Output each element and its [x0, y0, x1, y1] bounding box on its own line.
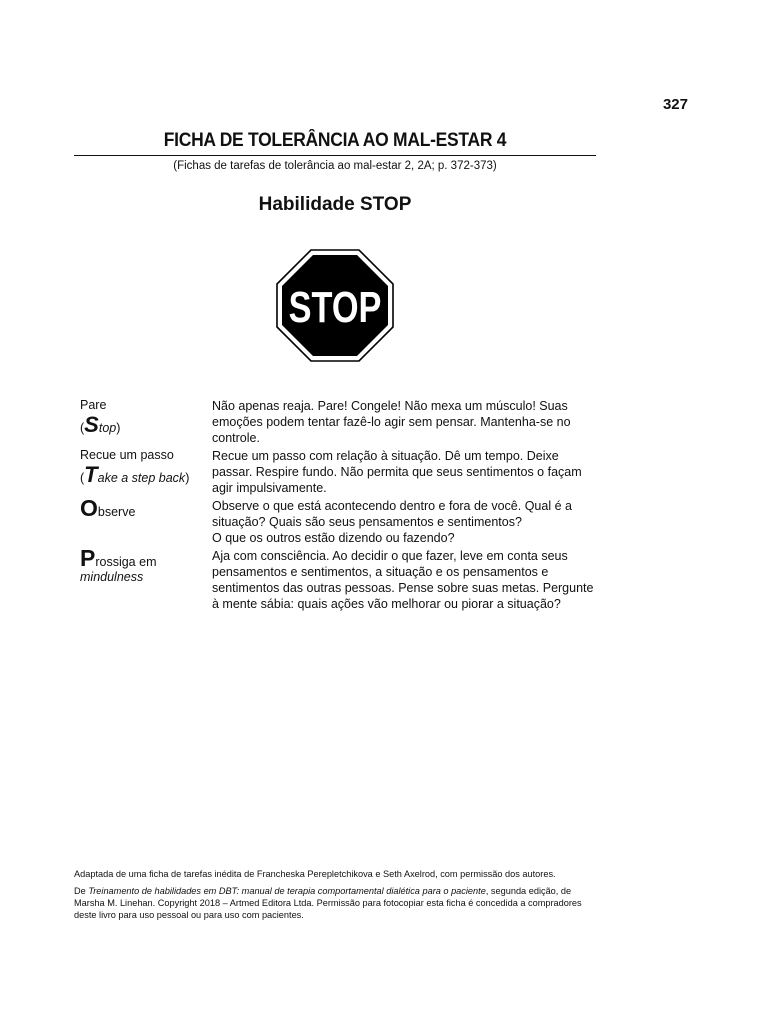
footer-copyright	[74, 885, 598, 921]
label-mindfulness: mindulness	[80, 570, 144, 584]
row-label-take-step-back	[80, 448, 212, 498]
sheet-subtitle: (Fichas de tarefas de tolerância ao mal-estar 2, 2A; p. 372-373)	[173, 160, 497, 172]
row-observe	[80, 495, 600, 548]
footer-book-title: Treinamento de habilidades em DBT: manual de terapia comportamental dialética para o paciente	[88, 886, 486, 896]
label-stop	[80, 412, 212, 437]
initial-s: S	[84, 412, 99, 437]
initial-p: P	[80, 545, 96, 571]
stop-sign-text: STOP	[288, 282, 382, 333]
row-take-step-back	[80, 448, 600, 498]
footer-rest: , segunda edição, de Marsha M. Linehan. Copyright 2018 – Artmed Editora Ltda. Permissão para fotocopiar esta ficha é concedida a compradores deste livro para uso pessoal ou para uso com pacientes.	[74, 886, 582, 920]
paren-open: (	[80, 471, 85, 485]
title-divider	[74, 155, 596, 156]
stop-skill-table	[80, 398, 600, 618]
row-label-stop	[80, 398, 212, 448]
initial-t: T	[84, 462, 98, 487]
row-label-observe	[80, 495, 212, 548]
row-desc-observe	[212, 498, 600, 548]
row-desc-stop: Não apenas reaja. Pare! Congele! Não mexa um músculo! Suas emoções podem tentar fazê-lo agir sem pensar. Mantenha-se no controle.	[212, 399, 571, 445]
label-take-step-back	[80, 462, 212, 487]
label-recue: Recue um passo	[80, 448, 174, 462]
row-label-proceed	[80, 545, 212, 618]
observe-desc-2: O que os outros estão dizendo ou fazendo?	[212, 531, 455, 545]
observe-desc-1: Observe o que está acontecendo dentro e fora de você. Qual é a situação? Quais são seus pensamentos e sentimentos?	[212, 499, 572, 529]
footer-prefix: De	[74, 886, 89, 896]
page-number: 327	[662, 96, 688, 113]
row-desc-take-step-back: Recue um passo com relação à situação. Dê um tempo. Deixe passar. Respire fundo. Não permita que seus sentimentos o façam agir impulsivamente.	[212, 449, 582, 495]
paren-close: )	[185, 471, 190, 485]
stop-sign-icon	[275, 248, 395, 363]
initial-o: O	[80, 495, 98, 521]
sheet-title: FICHA DE TOLERÂNCIA AO MAL-ESTAR 4	[163, 130, 507, 151]
label-proceed-rest: rossiga em	[95, 555, 157, 569]
label-observe-rest: bserve	[97, 505, 136, 519]
row-stop	[80, 398, 600, 448]
row-desc-proceed: Aja com consciência. Ao decidir o que fazer, leve em conta seus pensamentos e sentimentos, a situação e os pensamentos e sentimentos das outras pessoas. Pense sobre suas metas. Pergunte à mente sábia: quais ações vão melhorar ou piorar a situação?	[212, 549, 594, 611]
row-proceed-mindfully	[80, 545, 600, 618]
label-stop-rest: top	[98, 421, 117, 435]
paren-open: (	[80, 421, 85, 435]
skill-heading: Habilidade STOP	[258, 194, 412, 215]
label-take-rest: ake a step back	[97, 471, 186, 485]
label-pare: Pare	[80, 398, 107, 412]
label-proceed	[80, 545, 212, 571]
footer-attribution: Adaptada de uma ficha de tarefas inédita de Francheska Perepletchikova e Seth Axelrod, com permissão dos autores.	[74, 869, 556, 879]
paren-close: )	[116, 421, 121, 435]
